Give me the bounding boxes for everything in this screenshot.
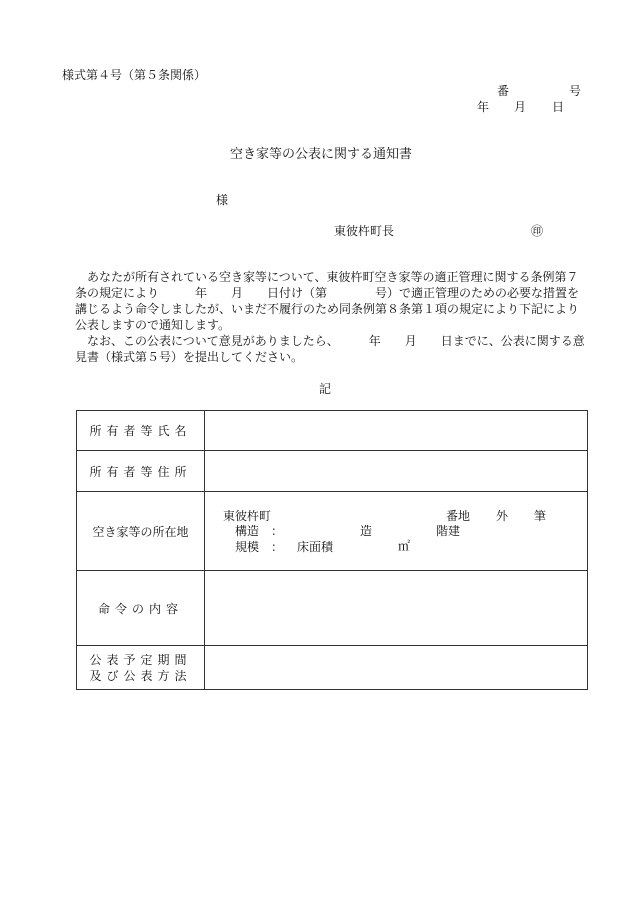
location-banchi: 番地 [446,509,471,523]
location-kibo: 規模 ： [235,540,284,554]
owner-address-label: 所有者等住所 [77,451,205,492]
date-month-label: 月 [514,100,527,114]
order-content-label: 命令の内容 [77,571,205,646]
row-owner-address [77,451,588,492]
addressee-sama: 様 [216,193,229,207]
location-kozo: 構造 ： [235,524,284,538]
publication-label-line-2: 及び公表方法 [89,668,192,683]
form-number: 様式第４号（第５条関係） [62,68,207,82]
publication-cell [205,646,588,690]
row-publication [77,646,588,690]
notice-paragraph-1: あなたが所有されている空き家等について、東彼杵町空き家等の適正管理に関する条例第７条の規定により 年 月 日付け（第 号）で適正管理のための必要な措置を講じるよう命令しましたが、いまだ不履行のため同条例第８条第１項の規定により下記により公表しますので通知します。 [75,270,580,332]
row-order-content [77,571,588,646]
location-zou: 造 [360,524,373,538]
details-table [76,410,588,690]
owner-name-cell [205,411,588,451]
issuer-name: 東彼杵町長 [334,224,395,238]
owner-name-label: 所有者等氏名 [77,411,205,451]
location-hitsu: 筆 [534,509,547,523]
ki-heading: 記 [319,382,332,396]
date-day-label: 日 [552,100,565,114]
owner-address-cell [205,451,588,492]
date-year-label: 年 [477,100,490,114]
row-location [77,492,588,571]
location-soto: 外 [496,509,509,523]
publication-label-line-1: 公表予定期間 [89,652,192,667]
seal-mark: ㊞ [531,224,544,238]
number-ban-label: 番 [497,84,510,98]
location-cell [205,492,588,571]
notice-body [75,269,585,365]
document-title: 空き家等の公表に関する通知書 [230,147,413,162]
row-owner-name [77,411,588,451]
location-unit: ㎡ [398,539,411,553]
location-yukamenseki: 床面積 [297,540,334,554]
notice-paragraph-2: なお、この公表について意見がありましたら、 年 月 日までに、公表に関する意見書（様式第５号）を提出してください。 [75,334,585,364]
location-kaidate: 階建 [436,524,461,538]
location-label: 空き家等の所在地 [77,492,205,571]
location-town: 東彼杵町 [223,509,272,523]
order-content-cell [205,571,588,646]
number-go-label: 号 [569,84,582,98]
publication-label [77,646,205,690]
